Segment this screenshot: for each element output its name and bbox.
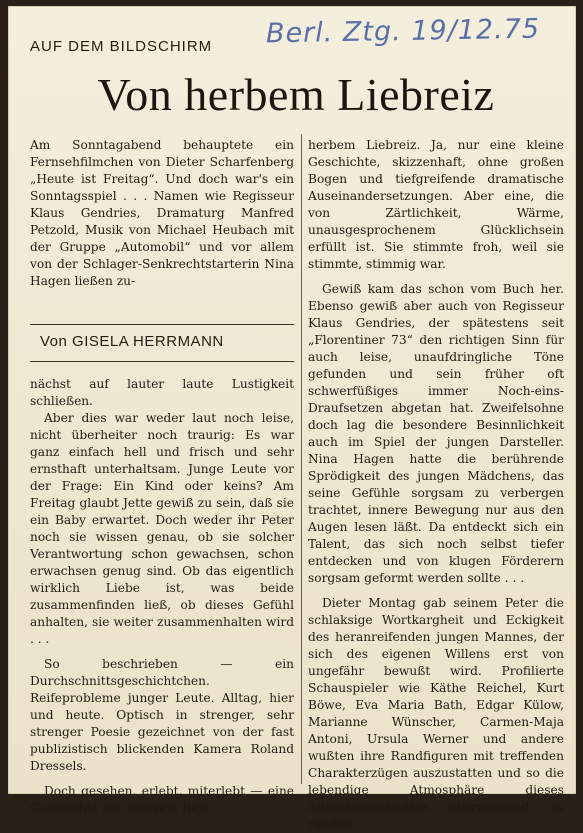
paragraph: So beschrieben — ein Durchschnittsgeschichtchen. Reifeprobleme junger Leute. Alltag, hier und heute. Optisch in strenger, sehr strenger Poesie gezeichnet von der fast publizistisch blickenden Kamera Roland Dressels. <box>30 657 294 773</box>
paragraph: Doch gesehen, erlebt, miterlebt — eine Geschichte mit innerem Reiz, <box>30 784 294 815</box>
paragraph: nächst auf lauter laute Lustigkeit schließen. <box>30 377 294 408</box>
paragraph: Dieter Montag gab seinem Peter die schlaksige Wortkargheit und Eckigkeit des heranreifenden jungen Mannes, der sich des eigenen Willens erst von ungefähr bewußt wird. Profilierte Schauspieler wie Käthe Reichel, Kurt Böwe, Eva Maria Bath, Edgar Külow, Marianne Wünscher, Carmen-Maja Antoni, Ursula Werner und andere wußten ihre Randfiguren mit treffenden Charakterzügen auszustatten und so die lebendige Atmosphäre dieses Alltagsausschnittes überzeugend zu runden. <box>308 596 564 831</box>
byline-box <box>30 324 294 362</box>
paragraph: Am Sonntagabend behauptete ein Fernsehfilmchen von Dieter Scharfenberg „Heute ist Freitag“. Und doch war's ein Sonntagsspiel . . . Namen wie Regisseur Klaus Gendries, Dramaturg Manfred Petzold, Musik von Michael Heubach mit der Gruppe „Automobil“ und vor allem von der Schlager-Senkrechtstarterin Nina Hagen ließen zu- <box>30 138 294 288</box>
column-1-top <box>30 137 294 290</box>
column-divider <box>301 134 302 784</box>
handwritten-date-note: Berl. Ztg. 19/12.75 <box>265 13 541 50</box>
paragraph: Gewiß kam das schon vom Buch her. Ebenso gewiß aber auch von Regisseur Klaus Gendries, der spätestens seit „Florentiner 73“ den richtigen Sinn für auch leise, unaufdringliche Töne gefunden und sein früher oft schwerfüßiges immer Noch-eins-Draufsetzen abgetan hat. Zweifelsohne doch lag die besondere Besinnlichkeit auch im Spiel der jungen Darsteller. Nina Hagen hatte die berührende Sprödigkeit des jungen Mädchens, das seine Gefühle sorgsam zu verbergen trachtet, innere Bewegung nur aus den Augen lesen läßt. Da entdeckt sich ein Talent, das sich noch selbst tiefer entdecken und von klugen Förderern sorgsam geformt werden sollte . . . <box>308 282 564 585</box>
author-byline: Von GISELA HERRMANN <box>40 333 224 350</box>
newspaper-clipping <box>8 6 576 831</box>
paragraph: Aber dies war weder laut noch leise, nicht überheiter noch traurig: Es war ganz einfach hell und frisch und sehr ernsthaft unterhaltsam. Junge Leute vor der Frage: Ein Kind oder keins? Am Freitag glaubt Jette gewiß zu sein, daß sie ein Baby erwartet. Doch weder ihr Peter noch sie wissen genau, ob sie solcher Verantwortung schon gewachsen, schon erwachsen genug sind. Ob das eigentlich wirklich Liebe ist, was beide zusammenfinden ließ, ob dieses Gefühl anhalten, sie weiter zusammenhalten wird . . . <box>30 411 294 646</box>
paragraph: herbem Liebreiz. Ja, nur eine kleine Geschichte, skizzenhaft, ohne großen Bogen und tiefgreifende dramatische Auseinandersetzungen. Aber eine, die von Zärtlichkeit, Wärme, unausgesprochenem Glücklichsein erfüllt ist. Sie stimmte froh, weil sie stimmte, stimmig war. <box>308 138 564 271</box>
headline: Von herbem Liebreiz <box>97 69 495 120</box>
column-2 <box>308 137 564 833</box>
section-rubric: AUF DEM BILDSCHIRM <box>30 38 213 55</box>
column-1-bottom <box>30 376 294 817</box>
